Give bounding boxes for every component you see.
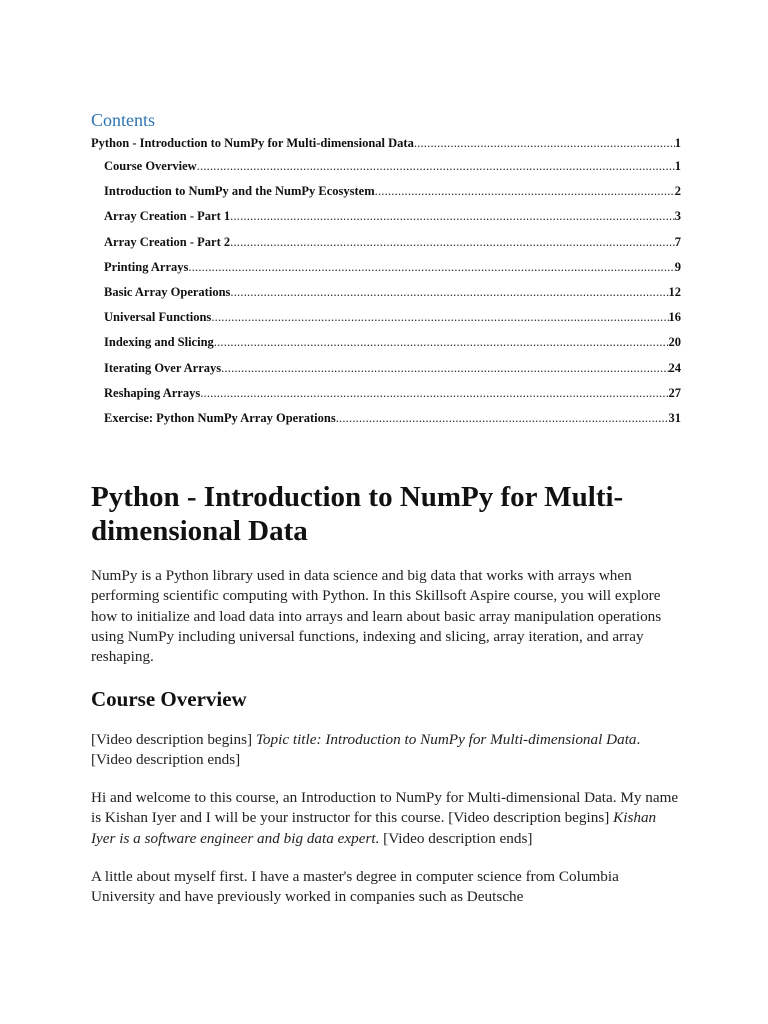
toc-entry-page: 27 — [668, 385, 681, 400]
section-heading: Course Overview — [91, 686, 247, 711]
toc-entry-label: Basic Array Operations — [104, 284, 231, 299]
toc-entry-label: Course Overview — [104, 159, 197, 173]
toc-entry[interactable] — [91, 361, 681, 386]
toc-entry-page: 1 — [674, 159, 681, 173]
toc-entry[interactable] — [91, 136, 681, 159]
document-title: Python - Introduction to NumPy for Multi-dimensional Data — [91, 481, 624, 548]
toc-entry[interactable] — [91, 209, 681, 234]
toc-entry[interactable] — [91, 235, 681, 260]
toc-leader — [230, 209, 675, 224]
toc-entry-label: Iterating Over Arrays — [104, 360, 222, 375]
toc-entry-page: 9 — [674, 259, 681, 274]
toc-entry[interactable] — [91, 335, 681, 360]
toc-entry[interactable] — [91, 184, 681, 209]
paragraph-text: [Video description begins] — [91, 730, 256, 748]
paragraph-text: . [Video description ends] — [91, 730, 641, 768]
toc-entry-page: 7 — [674, 234, 681, 249]
toc-leader — [197, 159, 675, 174]
toc-entry-label: Indexing and Slicing — [104, 335, 214, 350]
toc-entry-page: 12 — [668, 284, 681, 299]
toc-entry-label: Printing Arrays — [104, 259, 189, 274]
toc-entry[interactable] — [91, 411, 681, 436]
toc-leader — [230, 285, 668, 300]
toc-entry[interactable] — [91, 260, 681, 285]
toc-entry-label: Exercise: Python NumPy Array Operations — [104, 410, 336, 425]
toc-leader — [200, 386, 668, 401]
toc-entry-page: 16 — [668, 310, 681, 325]
toc-heading: Contents — [91, 110, 156, 130]
toc-leader — [375, 184, 675, 199]
toc-entry-label: Reshaping Arrays — [104, 385, 201, 400]
toc-entry-page: 24 — [668, 360, 681, 375]
toc-entry-page: 3 — [674, 209, 681, 224]
instructor-description-italic: Kishan Iyer is a software engineer and big data expert. — [91, 809, 657, 847]
toc-leader — [188, 260, 674, 275]
toc-entry-label: Python - Introduction to NumPy for Multi-dimensional Data — [91, 136, 414, 150]
welcome-paragraph — [91, 788, 681, 849]
toc-leader — [211, 310, 668, 325]
toc-entry[interactable] — [91, 386, 681, 411]
table-of-contents — [91, 136, 681, 436]
toc-leader — [230, 235, 675, 250]
toc-entry-label: Array Creation - Part 2 — [104, 234, 231, 249]
toc-entry-page: 2 — [674, 184, 681, 199]
toc-leader — [336, 411, 669, 426]
about-paragraph: A little about myself first. I have a master's degree in computer science from Columbia University and have previously worked in companies such as Deutsche — [91, 868, 619, 906]
paragraph-text: Hi and welcome to this course, an Introduction to NumPy for Multi-dimensional Data. My name is Kishan Iyer and I will be your instructor for this course. [Video description begins] — [91, 789, 679, 827]
toc-entry[interactable] — [91, 310, 681, 335]
toc-entry-page: 20 — [668, 335, 681, 350]
toc-entry-page: 31 — [668, 410, 681, 425]
toc-entry-page: 1 — [674, 136, 681, 150]
toc-leader — [221, 361, 668, 376]
toc-entry[interactable] — [91, 159, 681, 184]
toc-entry-label: Universal Functions — [104, 310, 212, 325]
video-description-paragraph — [91, 730, 681, 771]
toc-leader — [414, 136, 675, 151]
toc-leader — [214, 335, 669, 350]
toc-entry-label: Introduction to NumPy and the NumPy Ecosystem — [104, 184, 375, 199]
topic-title-italic: Topic title: Introduction to NumPy for Multi-dimensional Data — [255, 730, 637, 748]
toc-entry-label: Array Creation - Part 1 — [104, 209, 231, 224]
paragraph-text: [Video description ends] — [379, 829, 533, 847]
document-page — [91, 108, 681, 908]
intro-paragraph: NumPy is a Python library used in data science and big data that works with arrays when performing scientific computing with Python. In this Skillsoft Aspire course, you will explore how to initialize and load data into arrays and learn about basic array manipulation operations using NumPy including universal functions, indexing and slicing, array iteration, and array reshaping. — [91, 567, 662, 666]
toc-entry[interactable] — [91, 285, 681, 310]
